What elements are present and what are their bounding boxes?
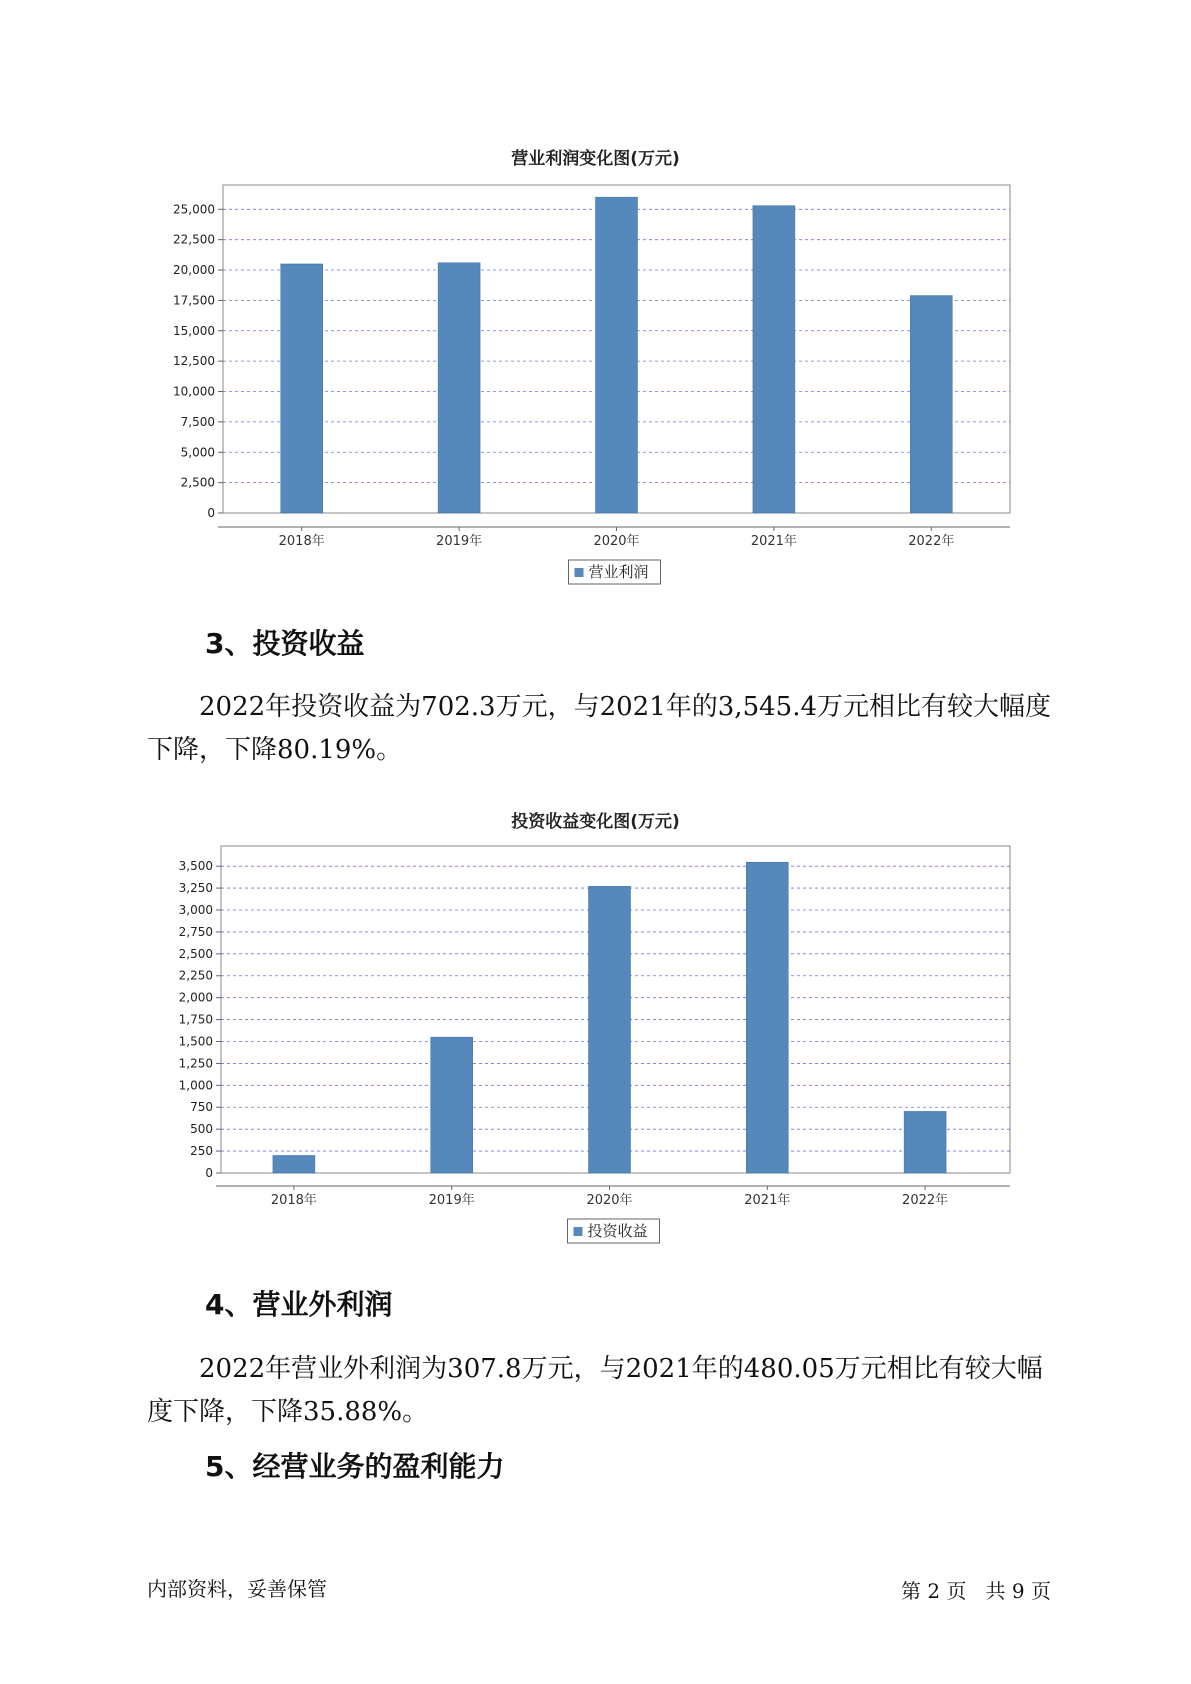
y-tick-label: 20,000 — [173, 263, 215, 278]
section-heading-investment-income: 3、投资收益 — [205, 627, 365, 660]
bar-2022年 — [904, 1111, 946, 1173]
x-tick-label: 2018年 — [270, 1193, 317, 1208]
section-heading-non-operating-profit: 4、营业外利润 — [205, 1288, 393, 1321]
legend-label: 营业利润 — [588, 563, 649, 581]
y-tick-label: 22,500 — [173, 232, 215, 247]
y-tick-label: 3,500 — [178, 859, 213, 874]
y-tick-label: 0 — [207, 506, 215, 520]
legend-swatch — [575, 568, 584, 577]
bar-2018年 — [273, 1155, 315, 1173]
bar-2019年 — [431, 1037, 473, 1173]
non-operating-profit-paragraph: 2022年营业外利润为307.8万元，与2021年的480.05万元相比有较大幅度下降，下降35.88%。 — [147, 1354, 1043, 1427]
y-tick-label: 1,750 — [178, 1012, 213, 1027]
y-tick-label: 2,750 — [178, 924, 213, 939]
bar-2020年 — [589, 886, 631, 1173]
x-tick-label: 2019年 — [428, 1193, 475, 1208]
bar-2019年 — [438, 263, 480, 513]
y-tick-label: 2,000 — [178, 990, 213, 1005]
x-tick-label: 2020年 — [586, 1193, 633, 1208]
bar-2020年 — [596, 197, 638, 513]
y-tick-label: 5,000 — [180, 445, 215, 460]
x-tick-label: 2021年 — [744, 1193, 791, 1208]
bar-2018年 — [281, 264, 323, 513]
y-tick-label: 17,500 — [173, 293, 215, 308]
legend-swatch — [574, 1227, 583, 1236]
y-tick-label: 250 — [190, 1144, 213, 1159]
chart2-title: 投资收益变化图(万元) — [511, 812, 680, 832]
x-tick-label: 2022年 — [902, 1193, 949, 1208]
y-tick-label: 12,500 — [173, 354, 215, 369]
y-tick-label: 1,000 — [178, 1078, 213, 1093]
y-tick-label: 15,000 — [173, 323, 215, 338]
y-tick-label: 25,000 — [173, 202, 215, 217]
bar-2021年 — [746, 862, 788, 1173]
y-tick-label: 2,250 — [178, 968, 213, 983]
operating-profit-chart — [0, 170, 1191, 600]
bar-2021年 — [753, 206, 795, 513]
y-tick-label: 1,250 — [178, 1056, 213, 1071]
x-tick-label: 2020年 — [593, 534, 640, 549]
x-tick-label: 2022年 — [908, 534, 955, 549]
x-tick-label: 2018年 — [278, 534, 325, 549]
y-tick-label: 1,500 — [178, 1034, 213, 1049]
y-tick-label: 7,500 — [180, 414, 215, 429]
footer-page-number: 第 2 页 共 9 页 — [901, 1579, 1051, 1603]
y-tick-label: 3,000 — [178, 902, 213, 917]
y-tick-label: 2,500 — [180, 475, 215, 490]
section-heading-operating-profitability: 5、经营业务的盈利能力 — [205, 1450, 505, 1483]
x-tick-label: 2021年 — [750, 534, 797, 549]
footer-confidential-note: 内部资料，妥善保管 — [147, 1577, 327, 1601]
y-tick-label: 3,250 — [178, 881, 213, 896]
investment-income-paragraph: 2022年投资收益为702.3万元，与2021年的3,545.4万元相比有较大幅度下降，下降80.19%。 — [147, 692, 1052, 765]
y-tick-label: 500 — [190, 1122, 213, 1137]
y-tick-label: 10,000 — [173, 384, 215, 399]
bar-2022年 — [910, 296, 952, 513]
chart1-title: 营业利润变化图(万元) — [511, 149, 680, 169]
x-tick-label: 2019年 — [436, 534, 483, 549]
y-tick-label: 0 — [205, 1166, 213, 1180]
y-tick-label: 2,500 — [178, 946, 213, 961]
y-tick-label: 750 — [190, 1100, 213, 1115]
investment-income-chart — [0, 830, 1191, 1260]
legend-label: 投资收益 — [587, 1222, 648, 1240]
